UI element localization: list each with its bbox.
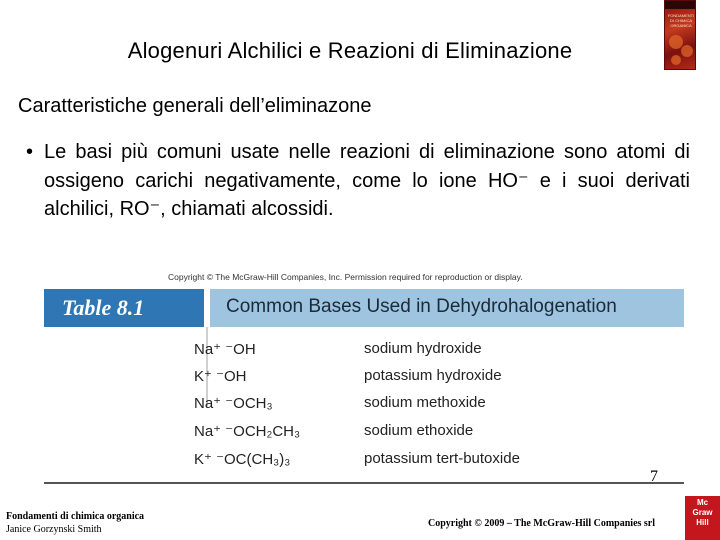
table-label: Table 8.1 [62,295,145,320]
base-formula: K⁺ ⁻OC(CH₃)₃ [194,451,291,468]
table-header [44,289,684,327]
footer-copyright: Copyright © 2009 – The McGraw-Hill Companies srl [428,518,656,529]
table-copyright-notice: Copyright © The McGraw-Hill Companies, Inc. Permission required for reproduction or display. [168,272,523,282]
footer-book-title: Fondamenti di chimica organica [6,511,145,522]
table-figure [44,272,684,484]
base-formula: K⁺ ⁻OH [194,368,247,385]
bullet-text: Le basi più comuni usate nelle reazioni di eliminazione sono atomi di ossigeno carichi negativamente, come lo ione HO⁻ e i suoi derivati alchilici, RO⁻, chiamati alcossidi. [44,141,690,220]
slide-subtitle: Caratteristiche generali dell’eliminazone [18,95,372,117]
base-name: potassium tert-butoxide [364,450,520,467]
slide-title: Alogenuri Alchilici e Reazioni di Eliminazione [127,38,573,63]
base-name: sodium methoxide [364,394,486,411]
base-formula: Na⁺ ⁻OCH₂CH₃ [194,423,301,440]
publisher-logo-line: Hill [696,518,709,527]
base-name: sodium hydroxide [364,340,482,357]
publisher-logo-line: Graw [692,508,713,517]
publisher-logo [685,496,720,540]
publisher-logo-line: Mc [696,498,709,507]
table-row [44,422,684,448]
table-row [44,340,684,366]
base-formula: Na⁺ ⁻OCH₃ [194,395,273,412]
base-name: sodium ethoxide [364,422,474,439]
book-cover-text: FONDAMENTI DI CHIMICA ORGANICA [667,13,695,28]
base-name: potassium hydroxide [364,367,502,384]
page-number: 7 [650,468,658,485]
table-row [44,394,684,420]
base-formula: Na⁺ ⁻OH [194,341,256,358]
table-row [44,367,684,393]
table-caption: Common Bases Used in Dehydrohalogenation [226,296,617,317]
table-row [44,450,684,476]
footer-author: Janice Gorzynski Smith [6,524,102,535]
bullet-dot: • [26,141,34,163]
